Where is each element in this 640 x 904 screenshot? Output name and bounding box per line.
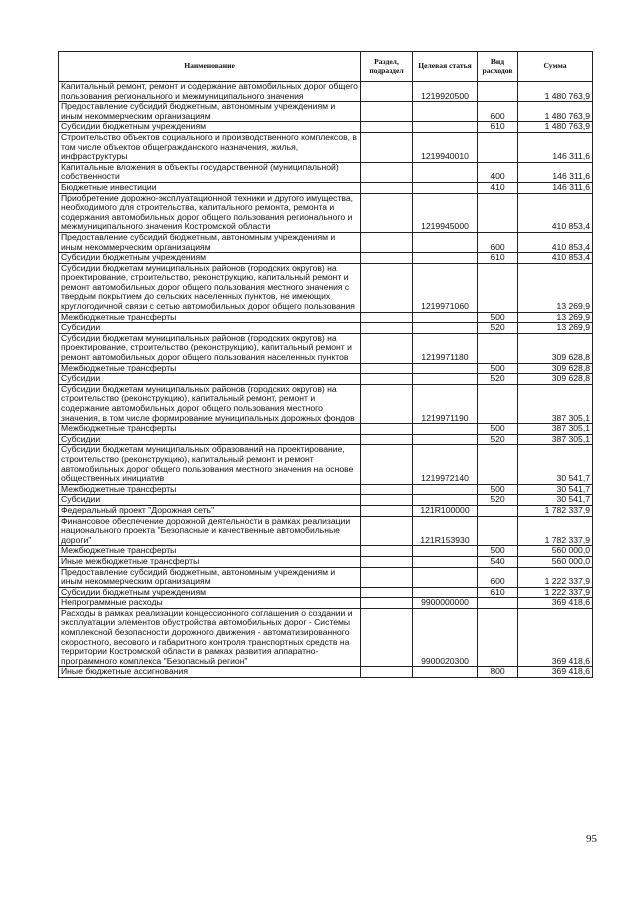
cell-name: Бюджетные инвестиции (59, 182, 361, 193)
cell-type: 600 (478, 102, 518, 122)
page-number: 95 (586, 833, 597, 845)
table-row (59, 505, 593, 516)
table-row (59, 363, 593, 374)
cell-section (361, 363, 413, 374)
cell-name: Субсидии бюджетным учреждениям (59, 587, 361, 598)
cell-sum: 309 628,8 (518, 374, 593, 385)
table-header-row (59, 52, 593, 82)
cell-name: Предоставление субсидий бюджетным, автономным учреждениям и иным некоммерческим организациям (59, 102, 361, 122)
table-row (59, 232, 593, 252)
cell-name: Субсидии (59, 495, 361, 506)
cell-type: 520 (478, 434, 518, 445)
table-body (59, 82, 593, 678)
cell-name: Предоставление субсидий бюджетным, автономным учреждениям и иным некоммерческим организациям (59, 232, 361, 252)
cell-section (361, 505, 413, 516)
cell-section (361, 484, 413, 495)
table-row (59, 556, 593, 567)
cell-target: 121R100000 (413, 505, 478, 516)
cell-section (361, 384, 413, 423)
cell-type (478, 445, 518, 484)
cell-section (361, 182, 413, 193)
table-row (59, 102, 593, 122)
cell-sum: 146 311,6 (518, 162, 593, 182)
cell-sum: 369 418,6 (518, 608, 593, 667)
cell-sum: 1 222 337,9 (518, 567, 593, 587)
cell-name: Субсидии бюджетам муниципальных районов (городских округов) на строительство (реконструкцию), капитальный ремонт, ремонт и содержание автомобильных дорог общего пользования местного значения, в том числе формирование муниципальных дорожных фондов (59, 384, 361, 423)
cell-section (361, 323, 413, 334)
cell-type: 610 (478, 587, 518, 598)
table-row (59, 567, 593, 587)
cell-sum: 387 305,1 (518, 434, 593, 445)
cell-target: 121R153930 (413, 516, 478, 546)
cell-name: Межбюджетные трансферты (59, 424, 361, 435)
cell-sum: 13 269,9 (518, 263, 593, 312)
cell-target (413, 232, 478, 252)
cell-target: 1219920500 (413, 82, 478, 102)
cell-sum: 309 628,8 (518, 333, 593, 363)
cell-type: 500 (478, 312, 518, 323)
cell-name: Субсидии (59, 323, 361, 334)
cell-type: 600 (478, 232, 518, 252)
cell-name: Непрограммные расходы (59, 598, 361, 609)
table-row (59, 434, 593, 445)
cell-type: 600 (478, 567, 518, 587)
cell-type: 800 (478, 667, 518, 678)
cell-type: 520 (478, 323, 518, 334)
table-row (59, 193, 593, 232)
table-row (59, 323, 593, 334)
cell-name: Межбюджетные трансферты (59, 312, 361, 323)
cell-name: Субсидии бюджетным учреждениям (59, 253, 361, 264)
cell-name: Иные бюджетные ассигнования (59, 667, 361, 678)
cell-type (478, 384, 518, 423)
table-row (59, 82, 593, 102)
cell-name: Иные межбюджетные трансферты (59, 556, 361, 567)
cell-sum: 146 311,6 (518, 132, 593, 162)
cell-target: 1219972140 (413, 445, 478, 484)
table-row (59, 333, 593, 363)
cell-section (361, 82, 413, 102)
cell-target: 1219940010 (413, 132, 478, 162)
cell-target (413, 556, 478, 567)
cell-section (361, 608, 413, 667)
cell-name: Субсидии бюджетам муниципальных образований на проектирование, строительство (реконструкцию), капитальный ремонт и ремонт автомобильных дорог общего пользования местного значения на основе общественных инициатив (59, 445, 361, 484)
cell-target (413, 567, 478, 587)
cell-name: Субсидии бюджетным учреждениям (59, 122, 361, 133)
cell-type: 500 (478, 424, 518, 435)
cell-name: Федеральный проект "Дорожная сеть" (59, 505, 361, 516)
cell-target: 1219971060 (413, 263, 478, 312)
cell-target (413, 182, 478, 193)
cell-sum: 560 000,0 (518, 546, 593, 557)
cell-section (361, 333, 413, 363)
cell-target: 9900020300 (413, 608, 478, 667)
cell-name: Финансовое обеспечение дорожной деятельности в рамках реализации национального проекта "Безопасные и качественные автомобильные дороги" (59, 516, 361, 546)
table-row (59, 445, 593, 484)
cell-section (361, 424, 413, 435)
cell-sum: 560 000,0 (518, 556, 593, 567)
cell-section (361, 122, 413, 133)
table-row (59, 598, 593, 609)
table-row (59, 667, 593, 678)
cell-target: 9900000000 (413, 598, 478, 609)
cell-name: Межбюджетные трансферты (59, 484, 361, 495)
cell-type: 610 (478, 122, 518, 133)
cell-section (361, 434, 413, 445)
table-row (59, 374, 593, 385)
cell-name: Субсидии бюджетам муниципальных районов (городских округов) на проектирование, строительство (реконструкцию), капитальный ремонт и ремонт автомобильных дорог общего пользования населенных пунктов (59, 333, 361, 363)
cell-target (413, 102, 478, 122)
table-row (59, 132, 593, 162)
cell-name: Субсидии (59, 434, 361, 445)
cell-section (361, 312, 413, 323)
table-row (59, 312, 593, 323)
cell-section (361, 667, 413, 678)
table-row (59, 495, 593, 506)
table-row (59, 162, 593, 182)
cell-type: 400 (478, 162, 518, 182)
table-row (59, 608, 593, 667)
cell-sum: 410 853,4 (518, 232, 593, 252)
cell-sum: 13 269,9 (518, 323, 593, 334)
cell-section (361, 546, 413, 557)
cell-section (361, 263, 413, 312)
table-row (59, 587, 593, 598)
cell-target (413, 434, 478, 445)
table-row (59, 424, 593, 435)
cell-name: Капитальные вложения в объекты государственной (муниципальной) собственности (59, 162, 361, 182)
cell-name: Межбюджетные трансферты (59, 546, 361, 557)
cell-sum: 387 305,1 (518, 384, 593, 423)
cell-name: Субсидии бюджетам муниципальных районов (городских округов) на проектирование, строительство, реконструкцию, капитальный ремонт и ремонт автомобильных дорог общего пользования местного значения с твердым покрытием до сельских населенных пунктов, не имеющих круглогодичной связи с сетью автомобильных дорог общего пользования (59, 263, 361, 312)
cell-sum: 30 541,7 (518, 445, 593, 484)
table-row (59, 546, 593, 557)
cell-sum: 30 541,7 (518, 484, 593, 495)
cell-sum: 1 480 763,9 (518, 102, 593, 122)
cell-type (478, 608, 518, 667)
cell-target (413, 253, 478, 264)
cell-sum: 13 269,9 (518, 312, 593, 323)
cell-sum: 369 418,6 (518, 598, 593, 609)
budget-table (58, 51, 593, 678)
cell-target (413, 546, 478, 557)
cell-type: 500 (478, 484, 518, 495)
cell-type: 520 (478, 495, 518, 506)
cell-sum: 309 628,8 (518, 363, 593, 374)
cell-section (361, 253, 413, 264)
cell-target (413, 424, 478, 435)
cell-sum: 410 853,4 (518, 193, 593, 232)
cell-sum: 146 311,6 (518, 182, 593, 193)
cell-sum: 387 305,1 (518, 424, 593, 435)
cell-name: Субсидии (59, 374, 361, 385)
cell-sum: 369 418,6 (518, 667, 593, 678)
cell-type: 540 (478, 556, 518, 567)
cell-section (361, 374, 413, 385)
table-row (59, 484, 593, 495)
cell-section (361, 495, 413, 506)
cell-section (361, 556, 413, 567)
cell-target (413, 374, 478, 385)
cell-type: 520 (478, 374, 518, 385)
cell-section (361, 587, 413, 598)
cell-section (361, 598, 413, 609)
cell-target: 1219971190 (413, 384, 478, 423)
cell-target (413, 312, 478, 323)
cell-name: Капитальный ремонт, ремонт и содержание автомобильных дорог общего пользования регионального и межмуниципального значения (59, 82, 361, 102)
cell-sum: 1 782 337,9 (518, 516, 593, 546)
cell-type (478, 598, 518, 609)
header-name: Наименование (59, 52, 361, 82)
cell-target (413, 667, 478, 678)
cell-type (478, 516, 518, 546)
cell-section (361, 193, 413, 232)
cell-name: Приобретение дорожно-эксплуатационной техники и другого имущества, необходимого для строительства, капитального ремонта, ремонта и содержания автомобильных дорог общего пользования регионального и межмуниципального значения Костромской области (59, 193, 361, 232)
cell-type: 610 (478, 253, 518, 264)
cell-section (361, 132, 413, 162)
header-target: Целевая статья (413, 52, 478, 82)
cell-target (413, 484, 478, 495)
cell-target (413, 323, 478, 334)
cell-type (478, 263, 518, 312)
table-row (59, 516, 593, 546)
cell-type: 410 (478, 182, 518, 193)
cell-type (478, 193, 518, 232)
cell-name: Межбюджетные трансферты (59, 363, 361, 374)
cell-type: 500 (478, 363, 518, 374)
cell-sum: 1 782 337,9 (518, 505, 593, 516)
cell-section (361, 232, 413, 252)
cell-target (413, 162, 478, 182)
cell-sum: 410 853,4 (518, 253, 593, 264)
cell-name: Расходы в рамках реализации концессионного соглашения о создании и эксплуатации элементов обустройства автомобильных дорог - Системы комплексной безопасности дорожного движения - автоматизированного скоростного, весового и габаритного контроля транспортных средств на территории Костромской области в рамках развития аппаратно-программного комплекса "Безопасный регион" (59, 608, 361, 667)
table-row (59, 122, 593, 133)
cell-target (413, 587, 478, 598)
cell-type (478, 82, 518, 102)
cell-type: 500 (478, 546, 518, 557)
cell-sum: 30 541,7 (518, 495, 593, 506)
cell-name: Предоставление субсидий бюджетным, автономным учреждениям и иным некоммерческим организациям (59, 567, 361, 587)
cell-sum: 1 480 763,9 (518, 82, 593, 102)
header-type: Вид расходов (478, 52, 518, 82)
cell-section (361, 162, 413, 182)
cell-section (361, 445, 413, 484)
cell-sum: 1 222 337,9 (518, 587, 593, 598)
table-row (59, 384, 593, 423)
cell-target: 1219945000 (413, 193, 478, 232)
table-row (59, 263, 593, 312)
cell-sum: 1 480 763,9 (518, 122, 593, 133)
cell-name: Строительство объектов социального и производственного комплексов, в том числе объектов общегражданского назначения, жилья, инфраструктуры (59, 132, 361, 162)
cell-section (361, 567, 413, 587)
table-row (59, 182, 593, 193)
cell-target (413, 363, 478, 374)
cell-section (361, 516, 413, 546)
cell-section (361, 102, 413, 122)
cell-type (478, 132, 518, 162)
table-row (59, 253, 593, 264)
cell-target (413, 495, 478, 506)
cell-type (478, 505, 518, 516)
header-sum: Сумма (518, 52, 593, 82)
cell-type (478, 333, 518, 363)
cell-target: 1219971180 (413, 333, 478, 363)
cell-target (413, 122, 478, 133)
header-section: Раздел, подраздел (361, 52, 413, 82)
